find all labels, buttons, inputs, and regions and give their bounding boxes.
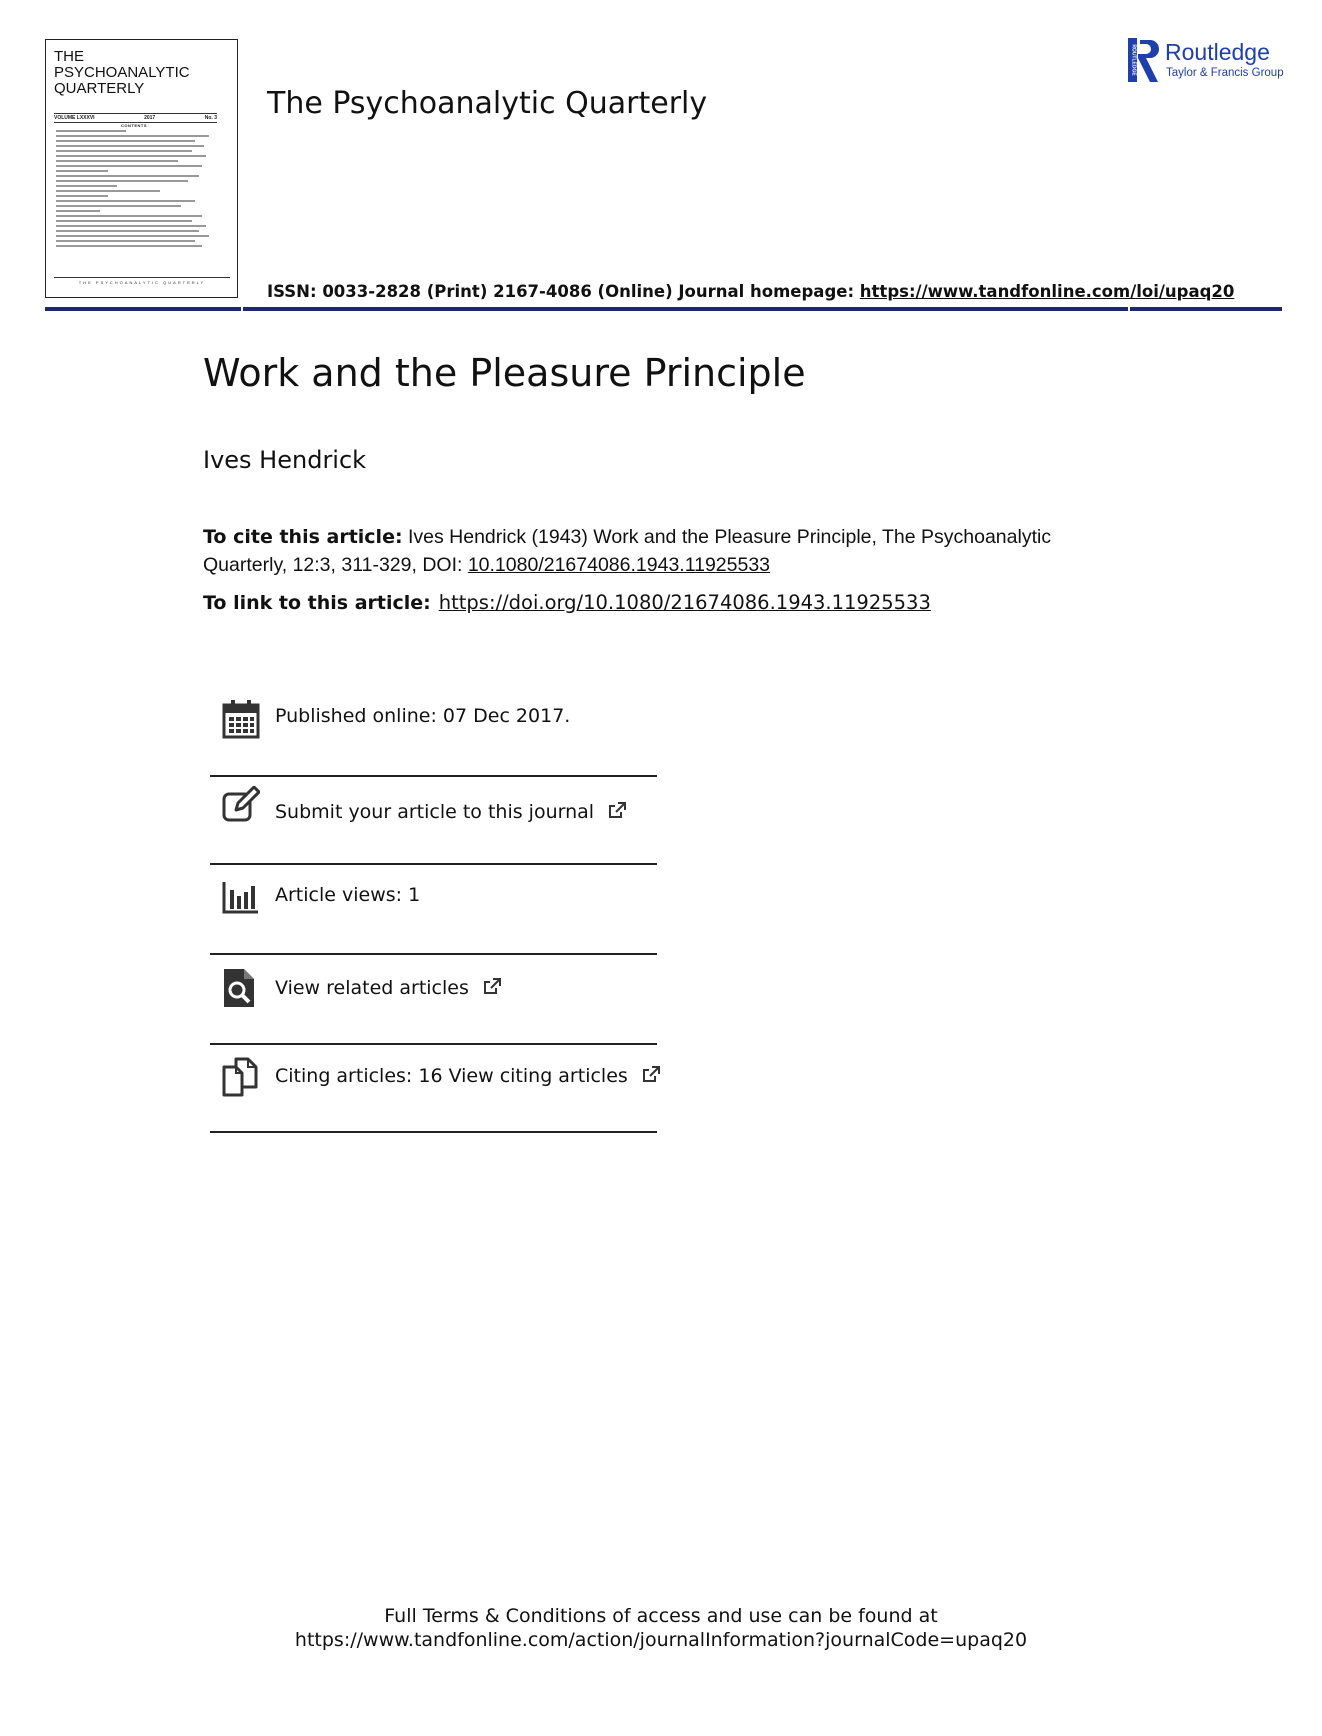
terms-url[interactable]: https://www.tandfonline.com/action/journalInformation?journalCode=upaq20 <box>294 1629 1028 1651</box>
cover-volume: VOLUME LXXXVI <box>54 115 95 121</box>
doi-link[interactable]: 10.1080/21674086.1943.11925533 <box>467 554 771 576</box>
citing-row[interactable] <box>210 1043 657 1133</box>
submit-row[interactable] <box>210 775 657 865</box>
article-views: Article views: 1 <box>275 884 421 906</box>
cover-contents-lines <box>56 130 230 250</box>
citing-label: Citing articles: 16 View citing articles <box>275 1065 628 1087</box>
cover-footer: THE PSYCHOANALYTIC QUARTERLY <box>54 277 230 285</box>
terms-line: Full Terms & Conditions of access and use can be found at <box>384 1605 938 1627</box>
svg-text:ROUTLEDGE: ROUTLEDGE <box>1130 44 1137 76</box>
cover-issue: No. 3 <box>204 115 217 121</box>
cover-contents-label: CONTENTS <box>121 123 147 128</box>
view-related-link[interactable] <box>275 977 501 999</box>
cover-title: THE PSYCHOANALYTIC QUARTERLY <box>54 48 190 97</box>
external-link-icon <box>608 802 626 820</box>
link-line <box>203 591 931 614</box>
views-row <box>210 863 657 953</box>
link-label: To link to this article: <box>203 592 431 614</box>
edit-icon <box>222 786 260 826</box>
citation-block <box>203 523 1123 579</box>
external-link-icon <box>642 1066 660 1084</box>
issn-line <box>267 282 1234 301</box>
cover-meta <box>54 113 217 123</box>
terms-footer <box>0 1604 1322 1652</box>
issn-text: ISSN: 0033-2828 (Print) 2167-4086 (Online) Journal homepage: <box>267 282 860 301</box>
calendar-icon <box>222 699 260 739</box>
journal-title: The Psychoanalytic Quarterly <box>267 86 708 121</box>
copy-documents-icon <box>222 1057 260 1097</box>
cite-label: To cite this article: <box>203 526 403 548</box>
published-row <box>210 685 657 775</box>
submit-label: Submit your article to this journal <box>275 801 595 823</box>
article-doi-url[interactable]: https://doi.org/10.1080/21674086.1943.11925533 <box>438 591 931 614</box>
header-rule <box>45 307 1282 311</box>
cover-year: 2017 <box>144 115 156 121</box>
cite-text: Ives Hendrick (1943) Work and the Pleasure Principle, The Psychoanalytic Quarterly, 12:3, 311-329, DOI: <box>203 526 1052 576</box>
publisher-name: Routledge <box>1165 39 1270 65</box>
external-link-icon <box>483 978 501 996</box>
submit-article-link[interactable] <box>275 801 626 823</box>
search-document-icon <box>222 968 260 1008</box>
publisher-group: Taylor & Francis Group <box>1166 67 1284 79</box>
journal-homepage-link[interactable]: https://www.tandfonline.com/loi/upaq20 <box>859 282 1235 301</box>
routledge-logo-mark <box>1128 38 1162 84</box>
journal-cover-thumbnail <box>45 39 238 298</box>
article-title: Work and the Pleasure Principle <box>203 351 806 395</box>
published-date: Published online: 07 Dec 2017. <box>275 705 571 727</box>
citing-row-divider <box>210 1131 657 1133</box>
routledge-logo <box>1128 38 1288 86</box>
citing-articles-link[interactable] <box>275 1065 660 1087</box>
article-author: Ives Hendrick <box>203 446 367 474</box>
bar-chart-icon <box>222 878 260 918</box>
related-label: View related articles <box>275 977 469 999</box>
related-row[interactable] <box>210 953 657 1043</box>
